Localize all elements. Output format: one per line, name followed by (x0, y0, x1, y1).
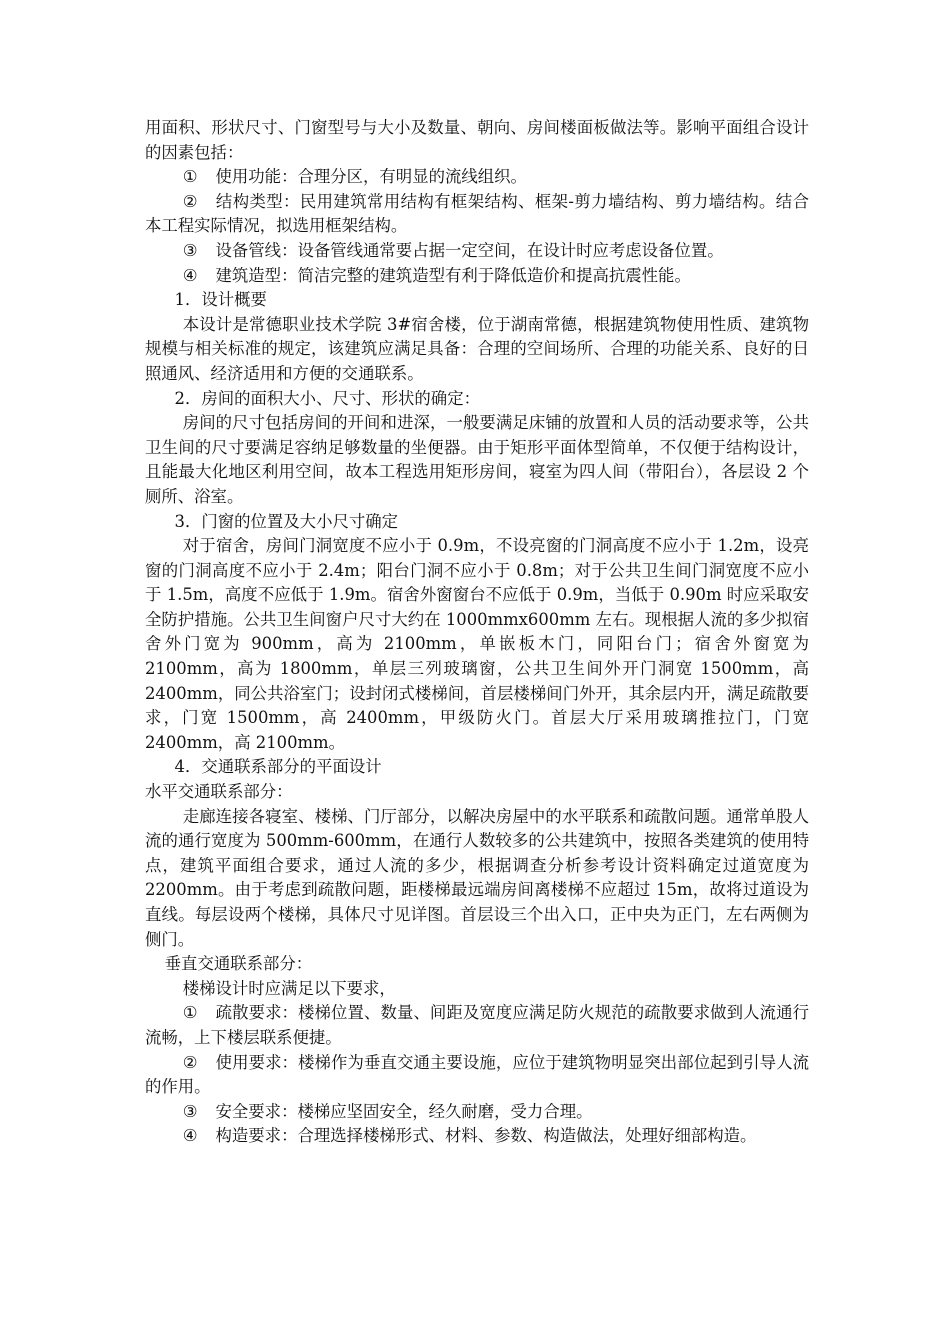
stairs-item (145, 1001, 809, 1050)
factor-number: ④ (182, 265, 198, 285)
stairs-text: 构造要求：合理选择楼梯形式、材料、参数、构造做法，处理好细部构造。 (215, 1126, 757, 1146)
section-paragraph-4: 走廊连接各寝室、楼梯、门厅部分，以解决房屋中的水平联系和疏散问题。通常单股人流的通行宽度为 500mm-600mm，在通行人数较多的公共建筑中，按照各类建筑的使用特点，建筑平面组合要求，通过人流的多少，根据调查分析参考设计资料确定过道宽度为 2200mm。由于考虑到疏散问题，距楼梯最远端房间离楼梯不应超过 15m，故将过道设为直线。每层设两个楼梯，具体尺寸见详图。首层设三个出入口，正中央为正门，左右两侧为侧门。 (145, 806, 809, 949)
stairs-number: ③ (182, 1101, 198, 1121)
factor-number: ③ (182, 240, 198, 260)
subheading-horizontal: 水平交通联系部分： (145, 782, 293, 802)
intro-paragraph: 用面积、形状尺寸、门窗型号与大小及数量、朝向、房间楼面板做法等。影响平面组合设计的因素包括： (145, 118, 809, 162)
section-heading-2: 2．房间的面积大小、尺寸、形状的确定： (174, 388, 480, 408)
factor-item (145, 165, 809, 190)
stairs-item (145, 1100, 809, 1125)
section-paragraph-1: 本设计是常德职业技术学院 3#宿舍楼，位于湖南常德，根据建筑物使用性质、建筑物规模与相关标准的规定，该建筑应满足具备：合理的空间场所、合理的功能关系、良好的日照通风、经济适用和方便的交通联系。 (145, 314, 809, 383)
stairs-number: ① (182, 1003, 198, 1023)
factor-text: 结构类型：民用建筑常用结构有框架结构、框架-剪力墙结构、剪力墙结构。结合本工程实际情况，拟选用框架结构。 (145, 191, 809, 236)
stairs-intro: 楼梯设计时应满足以下要求， (182, 978, 396, 998)
factor-text: 使用功能：合理分区，有明显的流线组织。 (215, 167, 527, 187)
section-heading-4: 4．交通联系部分的平面设计 (174, 757, 382, 777)
factor-text: 设备管线：设备管线通常要占据一定空间，在设计时应考虑设备位置。 (215, 240, 724, 260)
stairs-item (145, 1124, 809, 1149)
factor-number: ② (182, 191, 198, 211)
stairs-text: 疏散要求：楼梯位置、数量、间距及宽度应满足防火规范的疏散要求做到人流通行流畅，上下楼层联系便捷。 (145, 1003, 809, 1047)
stairs-number: ④ (182, 1126, 198, 1146)
document-body (145, 116, 809, 1149)
factor-item (145, 239, 809, 264)
stairs-text: 使用要求：楼梯作为垂直交通主要设施，应位于建筑物明显突出部位起到引导人流的作用。 (145, 1052, 809, 1097)
subheading-vertical: 垂直交通联系部分： (164, 954, 313, 974)
factor-text: 建筑造型：简洁完整的建筑造型有利于降低造价和提高抗震性能。 (215, 265, 691, 285)
stairs-item (145, 1051, 809, 1100)
section-heading-3: 3．门窗的位置及大小尺寸确定 (174, 511, 399, 531)
section-paragraph-2: 房间的尺寸包括房间的开间和进深，一般要满足床铺的放置和人员的活动要求等，公共卫生间的尺寸要满足容纳足够数量的坐便器。由于矩形平面体型简单，不仅便于结构设计，且能最大化地区利用空间，故本工程选用矩形房间，寝室为四人间（带阳台），各层设 2 个厕所、浴室。 (145, 413, 809, 506)
section-paragraph-3: 对于宿舍，房间门洞宽度不应小于 0.9m，不设亮窗的门洞高度不应小于 1.2m，设亮窗的门洞高度不应小于 2.4m；阳台门洞不应小于 0.8m；对于公共卫生间门洞宽度不应小于 1.5m，高度不应低于 1.9m。宿舍外窗窗台不应低于 0.9m，当低于 0.90m 时应采取安全防护措施。公共卫生间窗户尺寸大约在 1000mmx600mm 左右。现根据人流的多少拟宿舍外门宽为 900mm，高为 2100mm，单嵌板木门，同阳台门；宿舍外窗宽为 2100mm，高为 1800mm，单层三列玻璃窗，公共卫生间外开门洞宽 1500mm，高 2400mm，同公共浴室门；设封闭式楼梯间，首层楼梯间门外开，其余层内开，满足疏散要求，门宽 1500mm，高 2400mm，甲级防火门。首层大厅采用玻璃推拉门，门宽 2400mm，高 2100mm。 (145, 536, 809, 752)
factor-item (145, 264, 809, 289)
stairs-text: 安全要求：楼梯应坚固安全，经久耐磨，受力合理。 (215, 1101, 593, 1121)
section-heading-1: 1．设计概要 (174, 290, 267, 310)
stairs-number: ② (182, 1052, 198, 1072)
factor-number: ① (182, 167, 198, 187)
factor-item (145, 190, 809, 239)
